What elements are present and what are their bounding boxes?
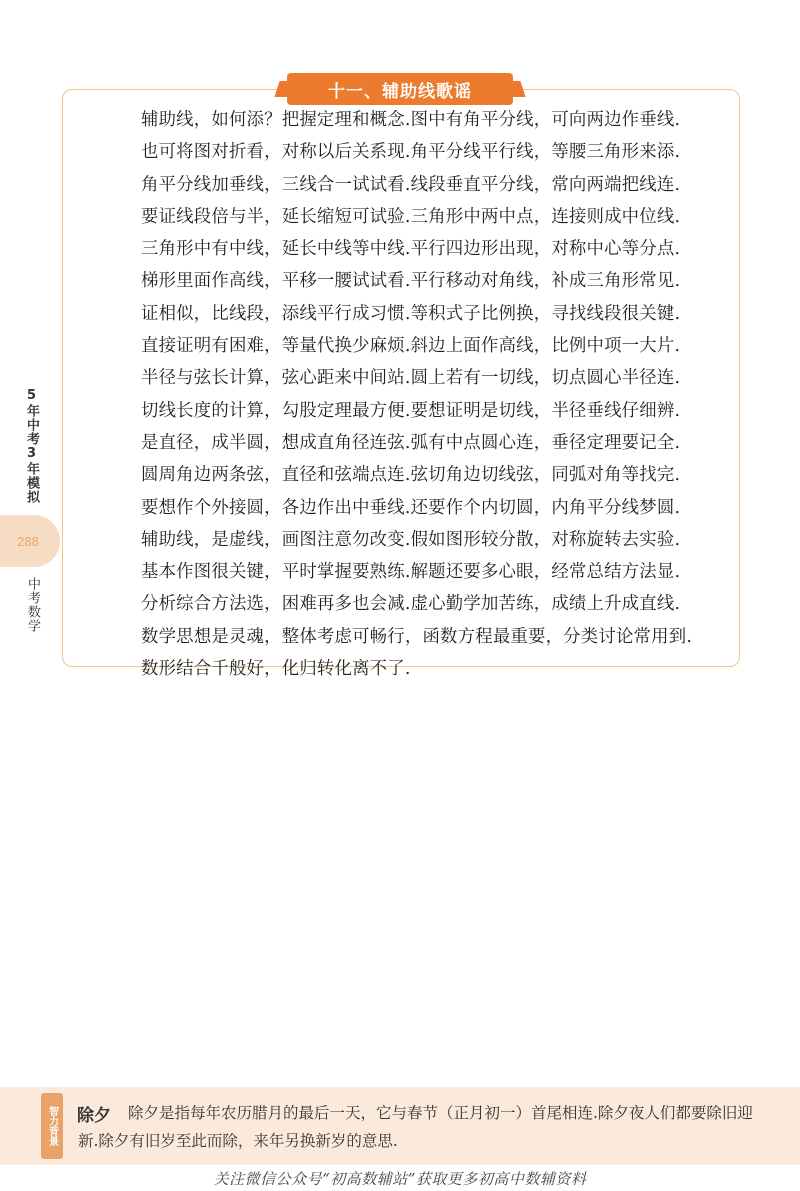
poem-line: 要想作个外接圆，各边作出中垂线.还要作个内切圆，内角平分线梦圆.: [141, 497, 681, 518]
poem-line: 切线长度的计算，勾股定理最方便.要想证明是切线，半径垂线仔细辨.: [141, 400, 681, 421]
poem-line: 角平分线加垂线，三线合一试试看.线段垂直平分线，常向两端把线连.: [141, 174, 681, 195]
section-title: 十一、辅助线歌谣: [287, 73, 513, 105]
subject-label: 中考数学: [25, 577, 40, 633]
poem-line: 辅助线，是虚线，画图注意勿改变.假如图形较分散，对称旋转去实验.: [141, 529, 681, 550]
poem-line: 圆周角边两条弦，直径和弦端点连.弦切角边切线弦，同弧对角等找完.: [141, 465, 681, 486]
background-note-text: 除夕是指每年农历腊月的最后一天，它与春节（正月初一）首尾相连.除夕夜人们都要除旧迎新.除夕有旧岁至此而除，来年另换新岁的意思.: [78, 1104, 753, 1150]
poem-line: 辅助线，如何添？把握定理和概念.图中有角平分线，可向两边作垂线.: [141, 110, 681, 130]
poem-line: 数学思想是灵魂，整体考虑可畅行，函数方程最重要，分类讨论常用到.: [141, 626, 693, 647]
poem-line: 半径与弦长计算，弦心距来中间站.圆上若有一切线，切点圆心半径连.: [141, 368, 681, 389]
page-number: 288: [17, 533, 39, 549]
background-note: [0, 1087, 800, 1165]
page-number-tab: [0, 515, 60, 567]
poem-line: 证相似，比线段，添线平行成习惯.等积式子比例换，寻找线段很关键.: [141, 303, 681, 324]
background-note-term: 除夕: [77, 1106, 111, 1126]
poem-line: 直接证明有困难，等量代换少麻烦.斜边上面作高线，比例中项一大片.: [141, 336, 681, 357]
background-note-label: 智力背景: [41, 1093, 63, 1159]
poem-line: 是直径，成半圆，想成直角径连弦.弧有中点圆心连，垂径定理要记全.: [141, 432, 681, 453]
poem-line: 梯形里面作高线，平移一腰试试看.平行移动对角线，补成三角形常见.: [141, 271, 681, 292]
bottom-note: 关注微信公众号“初高数辅站”获取更多初高中数辅资料: [213, 1170, 587, 1188]
poem-line: 也可将图对折看，对称以后关系现.角平分线平行线，等腰三角形来添.: [141, 142, 681, 163]
poem-line: 分析综合方法选，困难再多也会减.虚心勤学加苦练，成绩上升成直线.: [141, 594, 681, 615]
poem-line: 三角形中有中线，延长中线等中线.平行四边形出现，对称中心等分点.: [141, 239, 681, 260]
poem-line: 数形结合千般好，化归转化离不了.: [141, 659, 411, 680]
book-series-label: 5年中考3年模拟: [24, 388, 39, 504]
poem-line: 要证线段倍与半，延长缩短可试验.三角形中两中点，连接则成中位线.: [141, 206, 681, 227]
poem-line: 基本作图很关键，平时掌握要熟练.解题还要多心眼，经常总结方法显.: [141, 562, 681, 583]
poem-lines: [141, 104, 701, 685]
